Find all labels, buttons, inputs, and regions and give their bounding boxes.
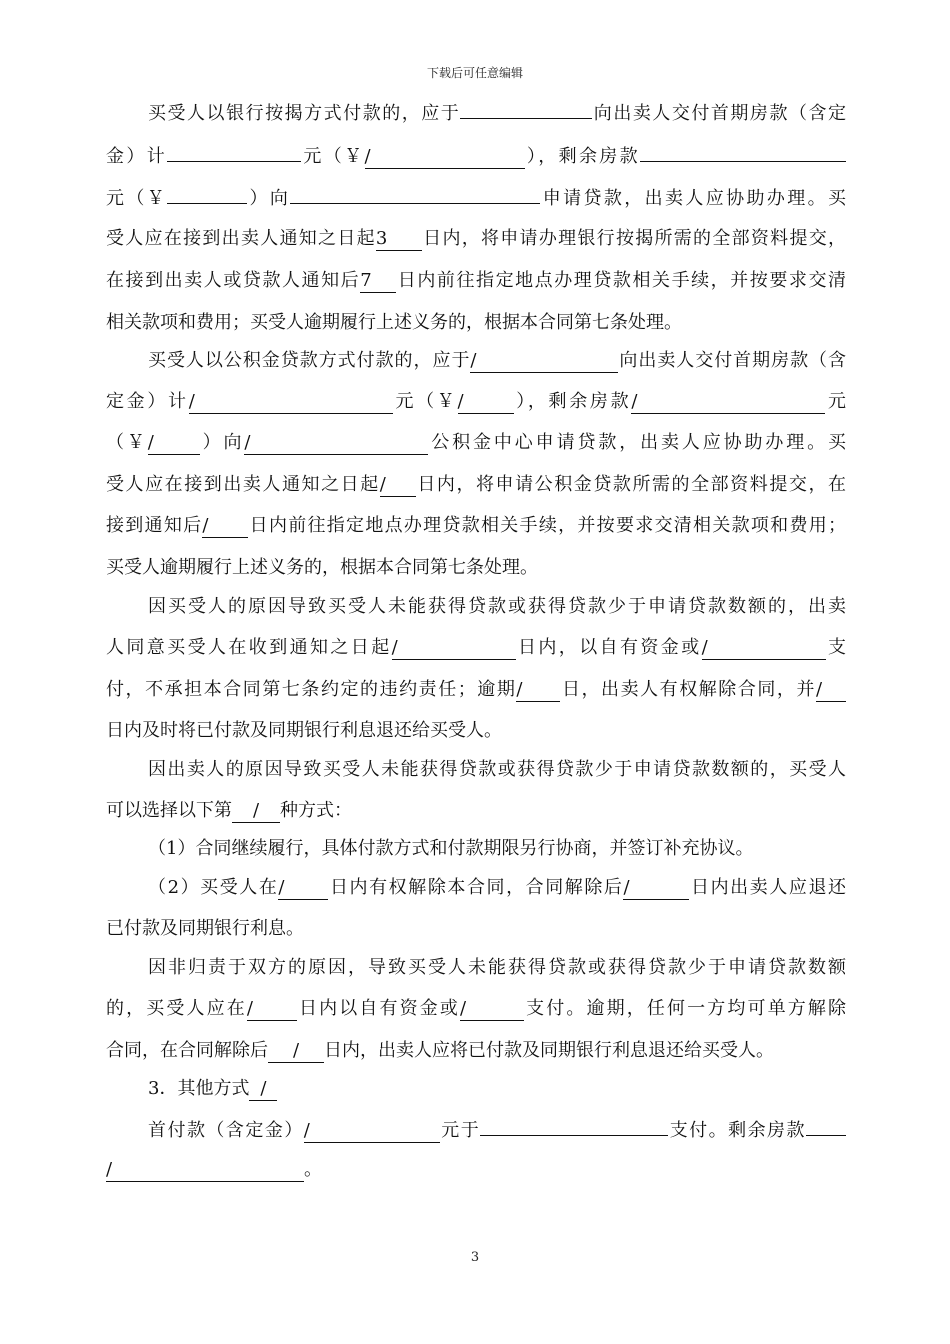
text-run: 元（￥ [301, 146, 365, 167]
text-line: 因买受人的原因导致买受人未能获得贷款或获得贷款少于申请贷款数额的，出卖 [148, 596, 846, 617]
blank-field[interactable]: / [516, 679, 560, 702]
text-run: 。 [304, 1159, 322, 1180]
text-run: 申请贷款，出卖人应协助办理。买 [540, 188, 847, 209]
text-run: ）向 [199, 432, 245, 453]
text-run: 日内，将申请办理银行按揭所需的全部资料提交， [421, 228, 846, 249]
text-line [106, 224, 846, 254]
text-line [148, 346, 846, 376]
blank-field[interactable] [480, 1113, 668, 1136]
text-run: 日，出卖人有权解除合同，并 [560, 679, 817, 700]
text-run: 受人应在接到出卖人通知之日起 [106, 228, 376, 249]
blank-field[interactable]: / [247, 998, 297, 1021]
text-run: 首付款（含定金） [148, 1120, 304, 1141]
text-line [106, 675, 846, 705]
text-run: 买受人以公积金贷款方式付款的，应于 [148, 350, 471, 371]
text-run: 合同，在合同解除后 [106, 1040, 268, 1061]
text-line [106, 796, 846, 826]
text-run: 元 [825, 391, 846, 412]
blank-field[interactable]: / [244, 432, 428, 455]
blank-field[interactable]: / [458, 391, 514, 414]
text-run: 接到通知后 [106, 515, 203, 536]
text-run: 日内前往指定地点办理贷款相关手续，并按要求交清 [396, 270, 847, 291]
text-run: 受人应在接到出卖人通知之日起 [106, 474, 380, 495]
blank-field[interactable]: 3 [376, 228, 422, 251]
page-header: 下载后可任意编辑 [426, 66, 523, 80]
blank-field[interactable] [806, 1113, 846, 1136]
blank-field[interactable]: 7 [360, 270, 396, 293]
text-line: 日内及时将已付款及同期银行利息退还给买受人。 [106, 720, 502, 741]
blank-field[interactable]: / [304, 1120, 440, 1143]
text-line: 相关款项和费用；买受人逾期履行上述义务的，根据本合同第七条处理。 [106, 312, 682, 333]
blank-field[interactable]: / [148, 432, 200, 455]
text-run: 可以选择以下第 [106, 800, 232, 821]
text-run: 的，买受人应在 [106, 998, 247, 1019]
text-run: ），剩余房款 [524, 146, 641, 167]
blank-field[interactable]: / [816, 679, 846, 702]
blank-field[interactable] [460, 96, 592, 119]
blank-field[interactable]: / [189, 391, 393, 414]
text-line: 已付款及同期银行利息。 [106, 918, 304, 939]
text-line: 因出卖人的原因导致买受人未能获得贷款或获得贷款少于申请贷款数额的，买受人 [148, 759, 846, 780]
text-run: ）向 [247, 188, 291, 209]
text-run: 向出卖人交付首期房款（含 [618, 350, 847, 371]
blank-field[interactable]: / [631, 391, 825, 414]
text-run: 支付。剩余房款 [668, 1120, 807, 1141]
text-run: 公积金中心申请贷款，出卖人应协助办理。买 [428, 432, 847, 453]
text-run: 种方式： [280, 800, 352, 821]
text-run: （￥ [106, 432, 148, 453]
text-run: 日内以自有资金或 [296, 998, 460, 1019]
blank-field[interactable]: / [249, 1078, 277, 1101]
text-run: 买受人以银行按揭方式付款的，应于 [148, 103, 461, 124]
text-line [106, 470, 846, 500]
blank-field[interactable]: / [365, 146, 525, 169]
text-line [106, 511, 846, 541]
text-line [106, 181, 846, 211]
text-line [148, 1113, 846, 1143]
blank-field[interactable]: / [392, 637, 516, 660]
blank-field[interactable]: / [470, 350, 618, 373]
text-line [106, 428, 846, 458]
text-line [106, 387, 846, 417]
text-line [106, 1036, 846, 1066]
text-run: 日内出卖人应退还 [689, 877, 847, 898]
page-number: 3 [470, 1250, 480, 1265]
text-line [106, 994, 846, 1024]
text-line [148, 96, 846, 126]
text-run: 人同意买受人在收到通知之日起 [106, 637, 392, 658]
text-line: 买受人逾期履行上述义务的，根据本合同第七条处理。 [106, 557, 538, 578]
blank-field[interactable] [167, 181, 247, 204]
text-line [148, 1074, 846, 1104]
text-line [148, 873, 846, 903]
text-run: 付，不承担本合同第七条约定的违约责任；逾期 [106, 679, 517, 700]
text-line [106, 1155, 846, 1185]
text-run: 在接到出卖人或贷款人通知后 [106, 270, 361, 291]
blank-field[interactable]: / [106, 1159, 304, 1182]
text-run: 元（￥ [392, 391, 458, 412]
text-line: （1）合同继续履行，具体付款方式和付款期限另行协商，并签订补充协议。 [148, 838, 754, 859]
text-run: 日内，将申请公积金贷款所需的全部资料提交，在 [415, 474, 847, 495]
blank-field[interactable]: / [278, 877, 328, 900]
blank-field[interactable]: / [232, 800, 280, 823]
text-line [106, 139, 846, 169]
text-run: 定金）计 [106, 391, 189, 412]
text-line [106, 266, 846, 296]
text-run: 元于 [439, 1120, 481, 1141]
text-run: 日内，出卖人应将已付款及同期银行利息退还给买受人。 [324, 1040, 774, 1061]
blank-field[interactable]: / [380, 474, 416, 497]
blank-field[interactable]: / [202, 515, 248, 538]
text-line [106, 633, 846, 663]
text-run: （2）买受人在 [148, 877, 279, 898]
blank-field[interactable]: / [702, 637, 826, 660]
text-run: 日内有权解除本合同，合同解除后 [328, 877, 624, 898]
text-run: 3．其他方式 [148, 1078, 250, 1099]
blank-field[interactable] [167, 139, 301, 162]
text-run: 支付。逾期，任何一方均可单方解除 [524, 998, 846, 1019]
text-run: 支 [825, 637, 847, 658]
text-run: 日内，以自有资金或 [515, 637, 702, 658]
text-run: ），剩余房款 [513, 391, 632, 412]
blank-field[interactable]: / [460, 998, 524, 1021]
blank-field[interactable] [290, 181, 540, 204]
text-run: 元（￥ [106, 188, 168, 209]
blank-field[interactable] [640, 139, 846, 162]
blank-field[interactable]: / [623, 877, 689, 900]
text-line: 因非归责于双方的原因，导致买受人未能获得贷款或获得贷款少于申请贷款数额 [148, 957, 846, 978]
text-run: 日内前往指定地点办理贷款相关手续，并按要求交清相关款项和费用； [248, 515, 846, 536]
blank-field[interactable]: / [268, 1040, 324, 1063]
text-run: 向出卖人交付首期房款（含定 [592, 103, 847, 124]
text-run: 金）计 [106, 146, 168, 167]
